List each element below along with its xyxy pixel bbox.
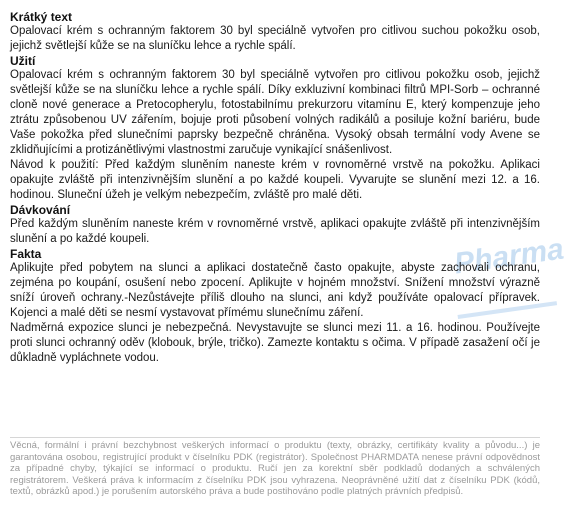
section-heading-usage: Užití — [10, 54, 36, 68]
facts-paragraph: Aplikujte před pobytem na slunci a aplikaci dostatečně často opakujte, abyste zachovali ochranu, zejména po koupání, osušení nebo zpocení. Aplikujte v hojném množství. Snížení množství výrazně sníží úroveň ochrany.-Nezůstávejte příliš dlouho na slunci, ani když používáte opalovací přípravek. Kojenci a malé děti se nesmí vystavovat přímému slunečnímu záření. — [10, 262, 540, 319]
short-text-paragraph: Opalovací krém s ochranným faktorem 30 byl speciálně vytvořen pro citlivou suchou pokožku osob, jejichž světlejší kůže se na sluníčku lehce a rychle spálí. — [10, 25, 540, 52]
usage-paragraph: Opalovací krém s ochranným faktorem 30 byl speciálně vytvořen pro citlivou pokožku osob, jejichž světlejší kůže se na sluníčku lehce a rychle spálí. Díky exkluzivní kombinaci filtrů MPI-Sorb – ochranné cloně nové generace a Pretocopherylu, fotostabilnímu prekurzoru vitamínu E, který kompenzuje jeho ztrátu způsobenou UV zářením, bojuje proti působení volných radikálů a posiluje kožní bariéru, bude Vaše pokožka před slunečními paprsky bezpečně chráněna. Vysoký obsah termální vody Avene se zklidňujícími a protizánětlivými vlastnostmi zaručuje vynikající snášenlivost. — [10, 69, 540, 156]
section-heading-facts: Fakta — [10, 247, 42, 261]
product-description — [10, 10, 540, 366]
section-heading-dosage: Dávkování — [10, 203, 71, 217]
section-dosage — [10, 203, 540, 247]
usage-instructions-paragraph: Návod k použití: Před každým sluněním naneste krém v rovnoměrné vrstvě na pokožku. Aplikaci opakujte zvláště při intenzivnějším slunění a po každé koupeli. Vyvarujte se slunění mezi 12. a 16. hodinou. Sluneční úžeh je velkým nebezpečím, zvláště pro malé děti. — [10, 159, 540, 201]
section-usage — [10, 54, 540, 203]
section-short-text — [10, 10, 540, 54]
disclaimer-text: Věcná, formální i právní bezchybnost veškerých informací o produktu (texty, obrázky, certifikáty kvality a původu...) je garantována osobou, registrující produkt v číselníku PDK (registrátor). Společnost PHARMDATA nenese právní odpovědnost za případné chyby, týkající se informací o produktu. Ručí jen za korektní sběr podkladů dodaných a schválených registrátorem. Veškerá práva k informacím z číselníku PDK jsou vyhrazena. Neoprávněné užití dat z číselníku PDK (kódů, textů, obrázků apod.) je porušením autorského práva a bude postihováno podle platných právních předpisů. — [10, 440, 540, 497]
section-heading-short-text: Krátký text — [10, 10, 73, 24]
dosage-paragraph: Před každým sluněním naneste krém v rovnoměrné vrstvě, aplikaci opakujte zvláště při intenzivnějším slunění a po každé koupeli. — [10, 218, 540, 245]
watermark-logo-text: Pharma — [452, 232, 566, 281]
facts-exposure-paragraph: Nadměrná expozice slunci je nebezpečná. Nevystavujte se slunci mezi 11. a 16. hodinou. Používejte proti slunci ochranný oděv (klobouk, brýle, tričko). Zamezte kontaktu s očima. V případě zasažení očí je důkladně vypláchnete vodou. — [10, 322, 540, 364]
legal-disclaimer — [10, 437, 540, 498]
section-facts — [10, 247, 540, 366]
